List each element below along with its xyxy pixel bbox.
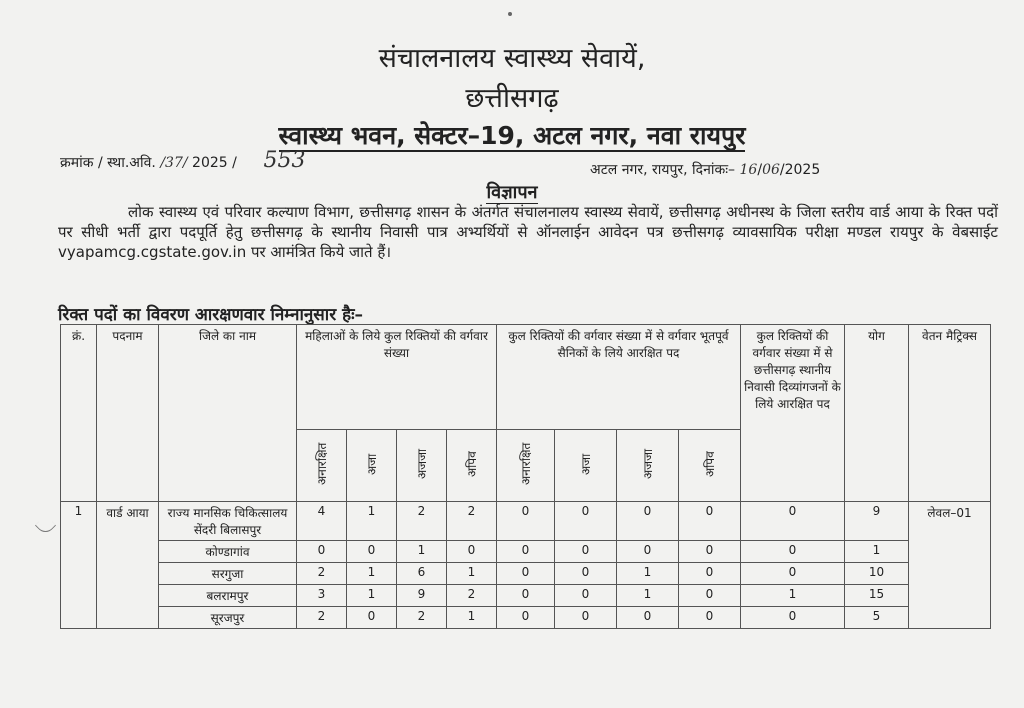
cell-women: 2: [297, 607, 347, 629]
cell-women: 1: [347, 585, 397, 607]
cell-exservice: 1: [617, 585, 679, 607]
date-line: अटल नगर, रायपुर, दिनांकः– 16/06/2025: [590, 162, 821, 178]
cell-pay: लेवल–01: [909, 502, 991, 629]
reference-handwritten-number: 553: [263, 148, 306, 173]
cell-exservice: 0: [497, 502, 555, 541]
date-day: 16: [739, 162, 758, 178]
cell-exservice: 0: [555, 541, 617, 563]
cell-women: 4: [297, 502, 347, 541]
table-row: [61, 563, 991, 585]
header-exservice-obc: अपिव: [679, 430, 741, 502]
table-row: [61, 585, 991, 607]
cell-women: 0: [297, 541, 347, 563]
reference-line: [60, 148, 306, 173]
header-post: पदनाम: [97, 325, 159, 502]
cell-women: 0: [447, 541, 497, 563]
cell-district: कोण्डागांव: [159, 541, 297, 563]
header-women-group: महिलाओं के लिये कुल रिक्तियों की वर्गवार संख्या: [297, 325, 497, 430]
cell-exservice: 0: [679, 563, 741, 585]
cell-exservice: 0: [617, 541, 679, 563]
header-exservice-sc: अजा: [555, 430, 617, 502]
cell-total: 10: [845, 563, 909, 585]
table-body: [61, 502, 991, 629]
header-exservice-ur: अनारक्षित: [497, 430, 555, 502]
header-line1: संचालनालय स्वास्थ्य सेवायें,: [378, 43, 646, 74]
cell-women: 2: [397, 607, 447, 629]
date-label: अटल नगर, रायपुर, दिनांकः–: [590, 162, 736, 178]
cell-exservice: 0: [555, 585, 617, 607]
cell-post: वार्ड आया: [97, 502, 159, 629]
cell-women: 1: [347, 563, 397, 585]
header-address: स्वास्थ्य भवन, सेक्टर–19, अटल नगर, नवा रायपुर: [278, 121, 746, 150]
cell-women: 0: [347, 607, 397, 629]
date-year: 2025: [784, 162, 821, 178]
cell-women: 2: [397, 502, 447, 541]
cell-women: 2: [447, 502, 497, 541]
cell-women: 1: [447, 563, 497, 585]
cell-total: 1: [845, 541, 909, 563]
table-row: [61, 541, 991, 563]
header-women-sc: अजा: [347, 430, 397, 502]
cell-women: 6: [397, 563, 447, 585]
table-row: [61, 502, 991, 541]
cell-women: 0: [347, 541, 397, 563]
header-district: जिले का नाम: [159, 325, 297, 502]
cell-women: 2: [297, 563, 347, 585]
cell-exservice: 0: [497, 607, 555, 629]
vacancy-subheading: रिक्त पदों का विवरण आरक्षणवार निम्नानुसार हैः–: [58, 305, 364, 325]
cell-women: 2: [447, 585, 497, 607]
cell-disabled: 0: [741, 607, 845, 629]
cell-women: 3: [297, 585, 347, 607]
cell-exservice: 0: [497, 563, 555, 585]
header-serial: क्रं.: [61, 325, 97, 502]
table-row: [61, 607, 991, 629]
cell-exservice: 0: [679, 585, 741, 607]
header-line2: छत्तीसगढ़: [465, 83, 559, 114]
cell-exservice: 0: [497, 541, 555, 563]
cell-exservice: 0: [555, 607, 617, 629]
reference-year: 2025 /: [192, 155, 237, 171]
cell-women: 1: [447, 607, 497, 629]
cell-exservice: 0: [679, 502, 741, 541]
cell-disabled: 0: [741, 502, 845, 541]
cell-total: 9: [845, 502, 909, 541]
header-exservice-st: अजजा: [617, 430, 679, 502]
header-women-ur: अनारक्षित: [297, 430, 347, 502]
header-exservice-group: कुल रिक्तियों की वर्गवार संख्या में से वर्गवार भूतपूर्व सैनिकों के लिये आरक्षित पद: [497, 325, 741, 430]
cell-disabled: 0: [741, 563, 845, 585]
cell-exservice: 0: [617, 607, 679, 629]
table-header-row: [61, 325, 991, 430]
cell-serial: 1: [61, 502, 97, 629]
header-total: योग: [845, 325, 909, 502]
reference-number: /37/: [160, 155, 188, 171]
cell-exservice: 0: [617, 502, 679, 541]
header-women-obc: अपिव: [447, 430, 497, 502]
date-month: 06: [762, 162, 780, 178]
cell-exservice: 0: [679, 607, 741, 629]
cell-district: सरगुजा: [159, 563, 297, 585]
cell-total: 5: [845, 607, 909, 629]
cell-disabled: 0: [741, 541, 845, 563]
header-pay: वेतन मैट्रिक्स: [909, 325, 991, 502]
cell-women: 9: [397, 585, 447, 607]
vacancy-table: [60, 324, 991, 629]
scan-dot: [508, 12, 512, 16]
cell-district: सूरजपुर: [159, 607, 297, 629]
cell-exservice: 0: [555, 502, 617, 541]
cell-total: 15: [845, 585, 909, 607]
cell-district: राज्य मानसिक चिकित्सालय सेंदरी बिलासपुर: [159, 502, 297, 541]
cell-exservice: 1: [617, 563, 679, 585]
cell-district: बलरामपुर: [159, 585, 297, 607]
notice-title: विज्ञापन: [486, 182, 538, 203]
cell-women: 1: [347, 502, 397, 541]
notice-paragraph: लोक स्वास्थ्य एवं परिवार कल्याण विभाग, छत्तीसगढ़ शासन के अंतर्गत संचालनालय स्वास्थ्य सेवायें, छत्तीसगढ़ अधीनस्थ के जिला स्तरीय वार्ड आया के रिक्त पदों पर सीधी भर्ती द्वारा पदपूर्ति हेतु छत्तीसगढ़ के स्थानीय निवासी पात्र अभ्यर्थियों से ऑनलाईन आवेदन पत्र छत्तीसगढ़ व्यावसायिक परीक्षा मण्डल रायपुर के वेबसाईट vyapamcg.cgstate.gov.in पर आमंत्रित किये जाते हैं।: [58, 203, 998, 261]
cell-exservice: 0: [497, 585, 555, 607]
reference-prefix: क्रमांक / स्था.अवि.: [60, 155, 156, 171]
cell-women: 1: [397, 541, 447, 563]
cell-exservice: 0: [555, 563, 617, 585]
cell-exservice: 0: [679, 541, 741, 563]
cell-disabled: 1: [741, 585, 845, 607]
margin-mark: [35, 515, 56, 536]
header-disabled: कुल रिक्तियों की वर्गवार संख्या में से छत्तीसगढ़ स्थानीय निवासी दिव्यांगजनों के लिये आरक्षित पद: [741, 325, 845, 502]
header-women-st: अजजा: [397, 430, 447, 502]
